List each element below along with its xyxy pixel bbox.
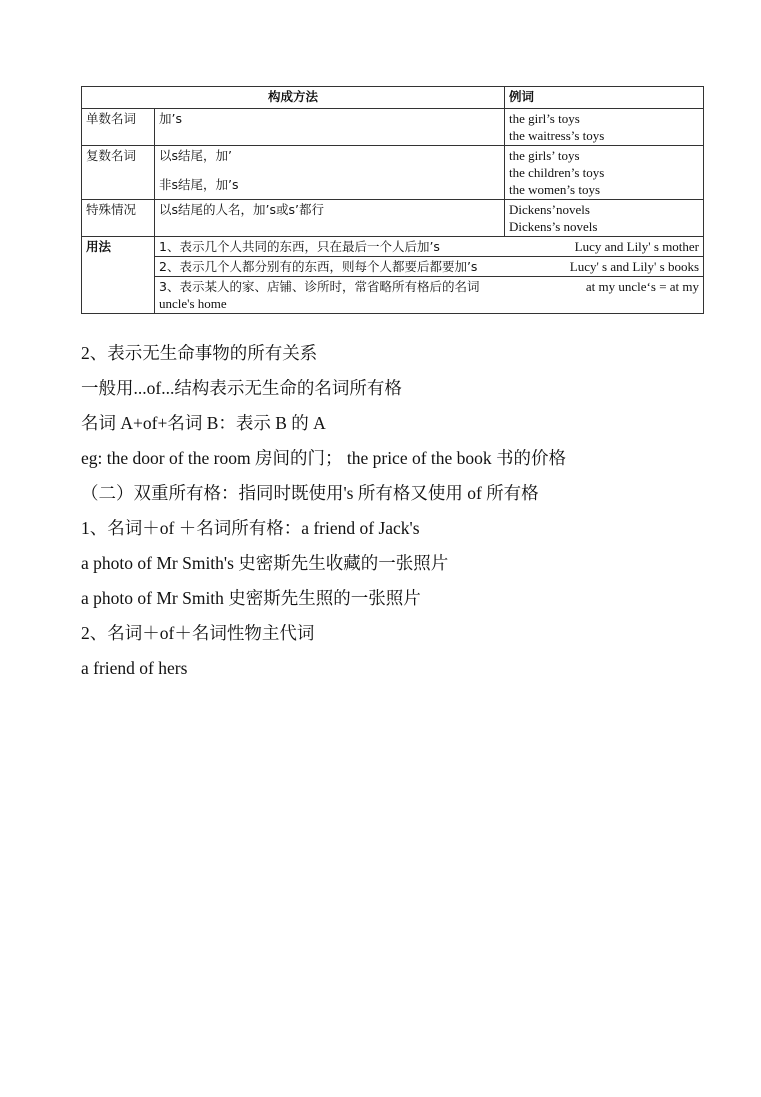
row-method [155,146,505,200]
usage-example: Lucy' s and Lily' s books [569,259,700,274]
usage-row [82,257,704,277]
usage-example: Lucy and Lily' s mother [574,239,700,254]
row-category: 特殊情况 [82,200,155,237]
method-line: 非s结尾，加’s [159,177,239,192]
example-line: the girls’ toys [509,148,580,163]
example-line: the children’s toys [509,165,605,180]
usage-label: 用法 [82,237,155,314]
text-line: 1、名词＋of ＋名词所有格：a friend of Jack's [81,518,420,538]
section-heading: 2、表示无生命事物的所有关系 [81,343,318,363]
method-line: 以s结尾的人名，加’s或s’都行 [159,202,324,217]
usage-row [82,277,704,314]
section-heading: （二）双重所有格：指同时既使用's 所有格又使用 of 所有格 [81,483,539,503]
usage-text: 1、表示几个人共同的东西，只在最后一个人后加’s [159,239,440,254]
header-method: 构成方法 [82,87,505,109]
usage-text: 3、表示某人的家、店铺、诊所时，常省略所有格后的名词 [159,279,480,294]
row-examples [505,200,704,237]
example-line: the girl’s toys [509,111,580,126]
body-text [81,340,721,690]
table-row [82,146,704,200]
header-example: 例词 [505,87,704,109]
row-category: 单数名词 [82,109,155,146]
example-line: Dickens’novels [509,202,590,217]
possessive-table [81,86,704,314]
example-sentence: a photo of Mr Smith 史密斯先生照的一张照片 [81,588,421,608]
table-header-row [82,87,704,109]
method-line: 加’s [159,111,182,126]
usage-continuation: uncle's home [159,296,227,311]
usage-item [155,257,704,277]
example-sentence: a photo of Mr Smith's 史密斯先生收藏的一张照片 [81,553,449,573]
row-examples [505,146,704,200]
text-line: 名词 A+of+名词 B：表示 B 的 A [81,413,326,433]
example-sentence: a friend of hers [81,658,188,678]
example-sentence: eg: the door of the room 房间的门； the price of the book 书的价格 [81,448,567,468]
text-line: 一般用...of...结构表示无生命的名词所有格 [81,378,402,398]
usage-row [82,237,704,257]
table-row [82,109,704,146]
example-line: the women’s toys [509,182,601,197]
usage-example: at my uncle‘s = at my [585,279,700,294]
row-method [155,200,505,237]
example-line: the waitress’s toys [509,128,605,143]
usage-text: 2、表示几个人都分别有的东西，则每个人都要后都要加’s [159,259,478,274]
row-method [155,109,505,146]
example-line: Dickens’s novels [509,219,598,234]
row-examples [505,109,704,146]
row-category: 复数名词 [82,146,155,200]
usage-item [155,237,704,257]
method-line: 以s结尾，加’ [159,148,232,163]
usage-item [155,277,704,314]
text-line: 2、名词＋of＋名词性物主代词 [81,623,315,643]
table-row [82,200,704,237]
